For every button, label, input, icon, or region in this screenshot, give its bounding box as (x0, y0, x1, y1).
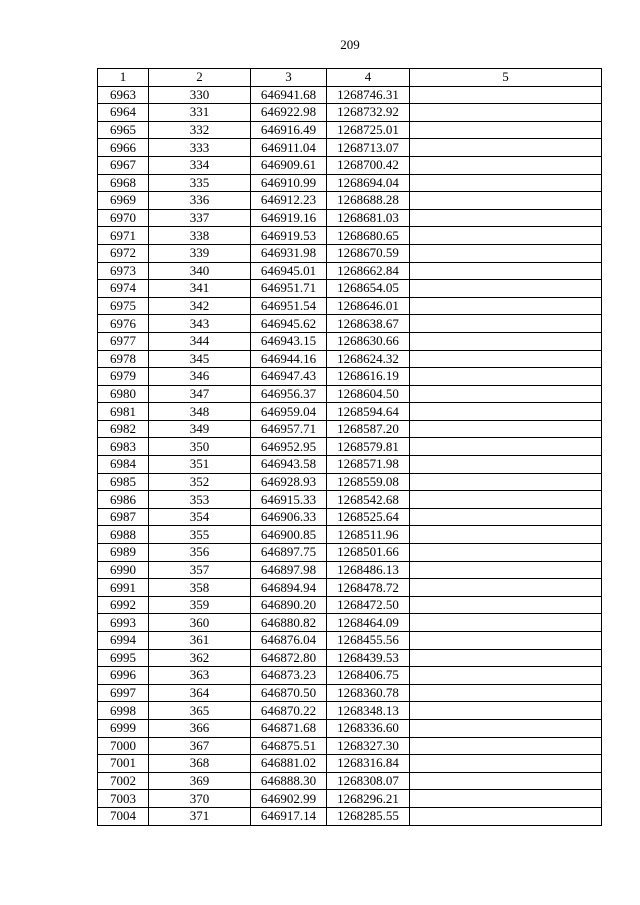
table-row (98, 456, 602, 474)
table-row (98, 737, 602, 755)
note-cell (410, 737, 602, 755)
table-row (98, 473, 602, 491)
vertex-number-cell: 371 (149, 807, 251, 825)
y-coordinate-cell: 1268285.55 (327, 807, 410, 825)
table-row (98, 719, 602, 737)
vertex-number-cell: 353 (149, 491, 251, 509)
note-cell (410, 772, 602, 790)
vertex-number-cell: 341 (149, 280, 251, 298)
point-number-cell: 6999 (98, 719, 149, 737)
vertex-number-cell: 352 (149, 473, 251, 491)
note-cell (410, 807, 602, 825)
x-coordinate-cell: 646875.51 (251, 737, 327, 755)
y-coordinate-cell: 1268654.05 (327, 280, 410, 298)
note-cell (410, 702, 602, 720)
vertex-number-cell: 356 (149, 544, 251, 562)
x-coordinate-cell: 646947.43 (251, 368, 327, 386)
y-coordinate-cell: 1268439.53 (327, 649, 410, 667)
point-number-cell: 6975 (98, 297, 149, 315)
y-coordinate-cell: 1268308.07 (327, 772, 410, 790)
point-number-cell: 7003 (98, 790, 149, 808)
table-row (98, 614, 602, 632)
vertex-number-cell: 366 (149, 719, 251, 737)
note-cell (410, 86, 602, 104)
point-number-cell: 6995 (98, 649, 149, 667)
x-coordinate-cell: 646919.53 (251, 227, 327, 245)
table-row (98, 790, 602, 808)
y-coordinate-cell: 1268478.72 (327, 579, 410, 597)
note-cell (410, 244, 602, 262)
vertex-number-cell: 369 (149, 772, 251, 790)
x-coordinate-cell: 646944.16 (251, 350, 327, 368)
vertex-number-cell: 367 (149, 737, 251, 755)
y-coordinate-cell: 1268571.98 (327, 456, 410, 474)
point-number-cell: 6986 (98, 491, 149, 509)
y-coordinate-cell: 1268746.31 (327, 86, 410, 104)
table-row (98, 104, 602, 122)
point-number-cell: 6976 (98, 315, 149, 333)
vertex-number-cell: 355 (149, 526, 251, 544)
note-cell (410, 719, 602, 737)
y-coordinate-cell: 1268700.42 (327, 156, 410, 174)
vertex-number-cell: 342 (149, 297, 251, 315)
vertex-number-cell: 360 (149, 614, 251, 632)
point-number-cell: 6965 (98, 121, 149, 139)
table-row (98, 86, 602, 104)
note-cell (410, 491, 602, 509)
note-cell (410, 174, 602, 192)
y-coordinate-cell: 1268464.09 (327, 614, 410, 632)
table-row (98, 596, 602, 614)
x-coordinate-cell: 646943.58 (251, 456, 327, 474)
vertex-number-cell: 340 (149, 262, 251, 280)
point-number-cell: 6991 (98, 579, 149, 597)
note-cell (410, 544, 602, 562)
y-coordinate-cell: 1268316.84 (327, 755, 410, 773)
table-row (98, 174, 602, 192)
point-number-cell: 6998 (98, 702, 149, 720)
x-coordinate-cell: 646870.50 (251, 684, 327, 702)
coordinates-table (97, 68, 602, 826)
table-row (98, 280, 602, 298)
x-coordinate-cell: 646871.68 (251, 719, 327, 737)
x-coordinate-cell: 646931.98 (251, 244, 327, 262)
point-number-cell: 7002 (98, 772, 149, 790)
note-cell (410, 614, 602, 632)
x-coordinate-cell: 646910.99 (251, 174, 327, 192)
y-coordinate-cell: 1268486.13 (327, 561, 410, 579)
vertex-number-cell: 361 (149, 632, 251, 650)
table-row (98, 755, 602, 773)
point-number-cell: 7001 (98, 755, 149, 773)
x-coordinate-cell: 646906.33 (251, 508, 327, 526)
point-number-cell: 6979 (98, 368, 149, 386)
vertex-number-cell: 333 (149, 139, 251, 157)
y-coordinate-cell: 1268630.66 (327, 332, 410, 350)
table-row (98, 262, 602, 280)
note-cell (410, 579, 602, 597)
table-row (98, 139, 602, 157)
table-row (98, 438, 602, 456)
x-coordinate-cell: 646951.71 (251, 280, 327, 298)
x-coordinate-cell: 646945.01 (251, 262, 327, 280)
table-row (98, 156, 602, 174)
y-coordinate-cell: 1268542.68 (327, 491, 410, 509)
point-number-cell: 6994 (98, 632, 149, 650)
table-row (98, 227, 602, 245)
table-row (98, 121, 602, 139)
vertex-number-cell: 358 (149, 579, 251, 597)
note-cell (410, 684, 602, 702)
x-coordinate-cell: 646951.54 (251, 297, 327, 315)
note-cell (410, 368, 602, 386)
point-number-cell: 6987 (98, 508, 149, 526)
x-coordinate-cell: 646943.15 (251, 332, 327, 350)
y-coordinate-cell: 1268472.50 (327, 596, 410, 614)
y-coordinate-cell: 1268594.64 (327, 403, 410, 421)
y-coordinate-cell: 1268360.78 (327, 684, 410, 702)
y-coordinate-cell: 1268680.65 (327, 227, 410, 245)
table-row (98, 561, 602, 579)
point-number-cell: 6977 (98, 332, 149, 350)
vertex-number-cell: 344 (149, 332, 251, 350)
y-coordinate-cell: 1268616.19 (327, 368, 410, 386)
note-cell (410, 104, 602, 122)
point-number-cell: 6970 (98, 209, 149, 227)
x-coordinate-cell: 646888.30 (251, 772, 327, 790)
vertex-number-cell: 354 (149, 508, 251, 526)
vertex-number-cell: 359 (149, 596, 251, 614)
table-row (98, 702, 602, 720)
note-cell (410, 438, 602, 456)
x-coordinate-cell: 646911.04 (251, 139, 327, 157)
vertex-number-cell: 330 (149, 86, 251, 104)
vertex-number-cell: 362 (149, 649, 251, 667)
x-coordinate-cell: 646956.37 (251, 385, 327, 403)
x-coordinate-cell: 646941.68 (251, 86, 327, 104)
vertex-number-cell: 350 (149, 438, 251, 456)
y-coordinate-cell: 1268662.84 (327, 262, 410, 280)
point-number-cell: 6968 (98, 174, 149, 192)
point-number-cell: 6974 (98, 280, 149, 298)
table-row (98, 807, 602, 825)
vertex-number-cell: 370 (149, 790, 251, 808)
y-coordinate-cell: 1268559.08 (327, 473, 410, 491)
vertex-number-cell: 335 (149, 174, 251, 192)
point-number-cell: 6981 (98, 403, 149, 421)
table-row (98, 632, 602, 650)
y-coordinate-cell: 1268670.59 (327, 244, 410, 262)
note-cell (410, 649, 602, 667)
note-cell (410, 420, 602, 438)
table-row (98, 772, 602, 790)
table-row (98, 579, 602, 597)
point-number-cell: 7000 (98, 737, 149, 755)
y-coordinate-cell: 1268646.01 (327, 297, 410, 315)
note-cell (410, 508, 602, 526)
y-coordinate-cell: 1268713.07 (327, 139, 410, 157)
x-coordinate-cell: 646897.98 (251, 561, 327, 579)
note-cell (410, 456, 602, 474)
y-coordinate-cell: 1268455.56 (327, 632, 410, 650)
x-coordinate-cell: 646959.04 (251, 403, 327, 421)
vertex-number-cell: 336 (149, 192, 251, 210)
note-cell (410, 297, 602, 315)
vertex-number-cell: 334 (149, 156, 251, 174)
vertex-number-cell: 348 (149, 403, 251, 421)
table-row (98, 297, 602, 315)
point-number-cell: 6989 (98, 544, 149, 562)
table-row (98, 684, 602, 702)
vertex-number-cell: 343 (149, 315, 251, 333)
note-cell (410, 403, 602, 421)
table-row (98, 508, 602, 526)
x-coordinate-cell: 646945.62 (251, 315, 327, 333)
y-coordinate-cell: 1268681.03 (327, 209, 410, 227)
table-row (98, 209, 602, 227)
vertex-number-cell: 337 (149, 209, 251, 227)
point-number-cell: 6985 (98, 473, 149, 491)
table-row (98, 350, 602, 368)
column-header-5: 5 (410, 69, 602, 87)
point-number-cell: 6973 (98, 262, 149, 280)
note-cell (410, 350, 602, 368)
note-cell (410, 315, 602, 333)
y-coordinate-cell: 1268579.81 (327, 438, 410, 456)
note-cell (410, 227, 602, 245)
x-coordinate-cell: 646880.82 (251, 614, 327, 632)
x-coordinate-cell: 646922.98 (251, 104, 327, 122)
y-coordinate-cell: 1268638.67 (327, 315, 410, 333)
x-coordinate-cell: 646870.22 (251, 702, 327, 720)
y-coordinate-cell: 1268525.64 (327, 508, 410, 526)
point-number-cell: 6982 (98, 420, 149, 438)
note-cell (410, 790, 602, 808)
note-cell (410, 262, 602, 280)
vertex-number-cell: 347 (149, 385, 251, 403)
table-row (98, 526, 602, 544)
column-header-3: 3 (251, 69, 327, 87)
point-number-cell: 6969 (98, 192, 149, 210)
y-coordinate-cell: 1268725.01 (327, 121, 410, 139)
y-coordinate-cell: 1268624.32 (327, 350, 410, 368)
table-row (98, 192, 602, 210)
x-coordinate-cell: 646894.94 (251, 579, 327, 597)
table-row (98, 368, 602, 386)
table-row (98, 315, 602, 333)
table-row (98, 332, 602, 350)
x-coordinate-cell: 646873.23 (251, 667, 327, 685)
vertex-number-cell: 339 (149, 244, 251, 262)
y-coordinate-cell: 1268501.66 (327, 544, 410, 562)
column-header-1: 1 (98, 69, 149, 87)
point-number-cell: 6978 (98, 350, 149, 368)
note-cell (410, 139, 602, 157)
point-number-cell: 6996 (98, 667, 149, 685)
point-number-cell: 6967 (98, 156, 149, 174)
x-coordinate-cell: 646915.33 (251, 491, 327, 509)
vertex-number-cell: 331 (149, 104, 251, 122)
point-number-cell: 6983 (98, 438, 149, 456)
x-coordinate-cell: 646876.04 (251, 632, 327, 650)
x-coordinate-cell: 646917.14 (251, 807, 327, 825)
x-coordinate-cell: 646881.02 (251, 755, 327, 773)
y-coordinate-cell: 1268327.30 (327, 737, 410, 755)
x-coordinate-cell: 646909.61 (251, 156, 327, 174)
point-number-cell: 6972 (98, 244, 149, 262)
vertex-number-cell: 349 (149, 420, 251, 438)
y-coordinate-cell: 1268688.28 (327, 192, 410, 210)
point-number-cell: 6990 (98, 561, 149, 579)
table-row (98, 385, 602, 403)
point-number-cell: 6988 (98, 526, 149, 544)
y-coordinate-cell: 1268511.96 (327, 526, 410, 544)
vertex-number-cell: 365 (149, 702, 251, 720)
point-number-cell: 6971 (98, 227, 149, 245)
table-row (98, 649, 602, 667)
vertex-number-cell: 346 (149, 368, 251, 386)
point-number-cell: 6963 (98, 86, 149, 104)
note-cell (410, 156, 602, 174)
vertex-number-cell: 363 (149, 667, 251, 685)
note-cell (410, 209, 602, 227)
x-coordinate-cell: 646897.75 (251, 544, 327, 562)
x-coordinate-cell: 646902.99 (251, 790, 327, 808)
point-number-cell: 6992 (98, 596, 149, 614)
vertex-number-cell: 364 (149, 684, 251, 702)
y-coordinate-cell: 1268348.13 (327, 702, 410, 720)
table-body (98, 86, 602, 825)
page-number: 209 (340, 37, 360, 52)
table-row (98, 544, 602, 562)
point-number-cell: 6966 (98, 139, 149, 157)
note-cell (410, 632, 602, 650)
y-coordinate-cell: 1268732.92 (327, 104, 410, 122)
table-row (98, 667, 602, 685)
column-header-2: 2 (149, 69, 251, 87)
point-number-cell: 6997 (98, 684, 149, 702)
note-cell (410, 596, 602, 614)
x-coordinate-cell: 646957.71 (251, 420, 327, 438)
x-coordinate-cell: 646952.95 (251, 438, 327, 456)
point-number-cell: 6993 (98, 614, 149, 632)
table-row (98, 403, 602, 421)
note-cell (410, 280, 602, 298)
note-cell (410, 667, 602, 685)
note-cell (410, 526, 602, 544)
note-cell (410, 332, 602, 350)
vertex-number-cell: 338 (149, 227, 251, 245)
vertex-number-cell: 351 (149, 456, 251, 474)
vertex-number-cell: 345 (149, 350, 251, 368)
y-coordinate-cell: 1268296.21 (327, 790, 410, 808)
note-cell (410, 473, 602, 491)
vertex-number-cell: 332 (149, 121, 251, 139)
point-number-cell: 6984 (98, 456, 149, 474)
vertex-number-cell: 368 (149, 755, 251, 773)
column-header-4: 4 (327, 69, 410, 87)
y-coordinate-cell: 1268604.50 (327, 385, 410, 403)
point-number-cell: 7004 (98, 807, 149, 825)
x-coordinate-cell: 646900.85 (251, 526, 327, 544)
note-cell (410, 561, 602, 579)
x-coordinate-cell: 646916.49 (251, 121, 327, 139)
y-coordinate-cell: 1268694.04 (327, 174, 410, 192)
note-cell (410, 121, 602, 139)
y-coordinate-cell: 1268587.20 (327, 420, 410, 438)
vertex-number-cell: 357 (149, 561, 251, 579)
note-cell (410, 192, 602, 210)
y-coordinate-cell: 1268336.60 (327, 719, 410, 737)
header-row (98, 69, 602, 87)
y-coordinate-cell: 1268406.75 (327, 667, 410, 685)
point-number-cell: 6964 (98, 104, 149, 122)
x-coordinate-cell: 646919.16 (251, 209, 327, 227)
table-row (98, 420, 602, 438)
point-number-cell: 6980 (98, 385, 149, 403)
x-coordinate-cell: 646890.20 (251, 596, 327, 614)
x-coordinate-cell: 646872.80 (251, 649, 327, 667)
x-coordinate-cell: 646912.23 (251, 192, 327, 210)
table-row (98, 491, 602, 509)
note-cell (410, 385, 602, 403)
x-coordinate-cell: 646928.93 (251, 473, 327, 491)
table-row (98, 244, 602, 262)
note-cell (410, 755, 602, 773)
